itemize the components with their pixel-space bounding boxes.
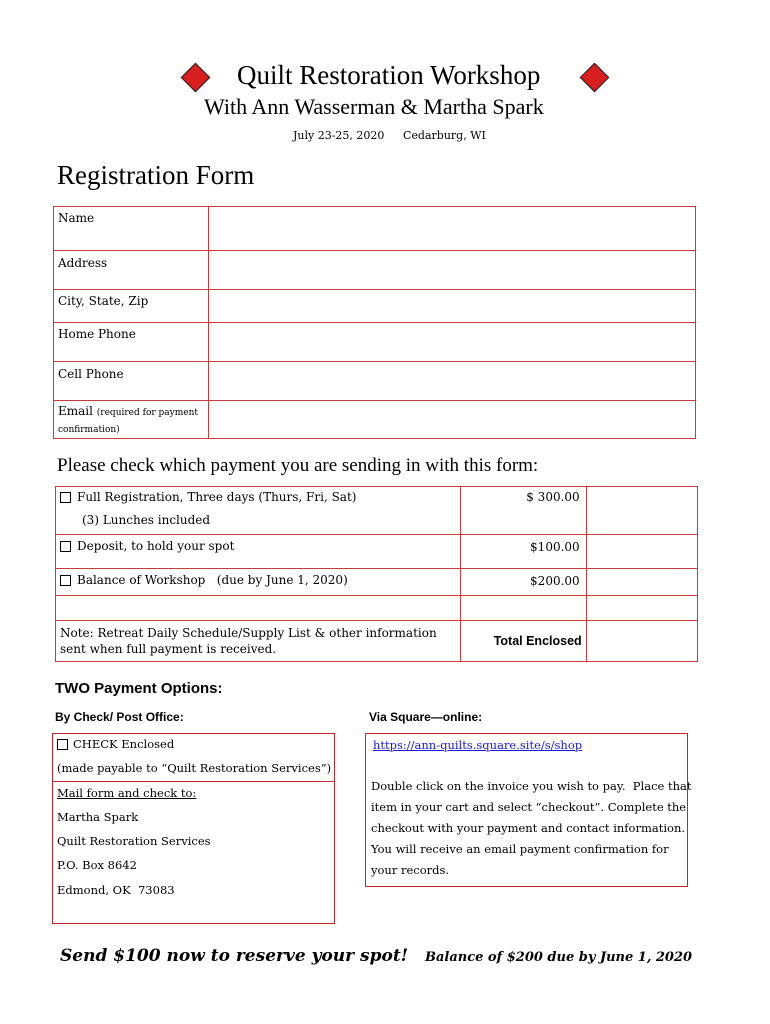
field-label-name: Name [58, 211, 95, 225]
check-enclosed-row [57, 737, 174, 751]
full-registration-label: Full Registration, Three days (Thurs, Fri, Sat) [77, 490, 357, 504]
payment-row-deposit [56, 535, 460, 553]
extra-enclosed[interactable] [586, 596, 697, 621]
lunches-note: (3) Lunches included [82, 513, 211, 527]
deposit-amount: $100.00 [530, 540, 580, 554]
options-heading: TWO Payment Options: [55, 680, 223, 697]
address-line-2: Quilt Restoration Services [57, 834, 211, 848]
full-registration-enclosed[interactable] [586, 487, 697, 535]
field-label-address: Address [58, 256, 108, 270]
square-shop-link[interactable]: https://ann-quilts.square.site/s/shop [373, 738, 583, 752]
page-title: Quilt Restoration Workshop [237, 60, 541, 90]
total-enclosed-field[interactable] [586, 621, 697, 662]
total-enclosed-label: Total Enclosed [493, 634, 582, 648]
square-option-heading: Via Square—online: [369, 710, 483, 724]
field-label-cell-phone: Cell Phone [58, 367, 124, 381]
payment-heading: Please check which payment you are sending in with this form: [57, 455, 539, 476]
field-label-city: City, State, Zip [58, 294, 149, 308]
mail-label: Mail form and check to: [57, 786, 197, 800]
balance-label: Balance of Workshop (due by June 1, 2020) [77, 573, 348, 587]
balance-enclosed[interactable] [586, 569, 697, 596]
address-line-3: P.O. Box 8642 [57, 858, 137, 872]
diamond-icon-right [580, 63, 610, 93]
footer-balance-note: Balance of $200 due by June 1, 2020 [425, 950, 693, 965]
address-line-1: Martha Spark [57, 810, 139, 824]
deposit-enclosed[interactable] [586, 535, 697, 569]
deposit-label: Deposit, to hold your spot [77, 539, 235, 553]
check-enclosed-checkbox[interactable] [57, 739, 68, 750]
email-field[interactable] [208, 401, 695, 439]
balance-checkbox[interactable] [60, 575, 71, 586]
field-label-home-phone: Home Phone [58, 327, 136, 341]
event-location: Cedarburg, WI [403, 129, 486, 142]
payment-row-balance [56, 569, 460, 587]
home-phone-field[interactable] [208, 323, 695, 362]
name-field[interactable] [208, 207, 695, 251]
payment-table [55, 486, 698, 662]
balance-amount: $200.00 [530, 574, 580, 588]
square-instructions-3: checkout with your payment and contact information. [371, 821, 686, 835]
check-option-heading: By Check/ Post Office: [55, 710, 184, 724]
email-note: (required for payment confirmation) [58, 408, 199, 435]
event-dates: July 23-25, 2020 [293, 129, 385, 142]
check-enclosed-label: CHECK Enclosed [73, 737, 175, 751]
deposit-checkbox[interactable] [60, 541, 71, 552]
check-box-divider [53, 781, 334, 782]
full-registration-amount: $ 300.00 [526, 490, 580, 504]
payable-note: (made payable to “Quilt Restoration Services”) [57, 761, 332, 775]
square-instructions-2: item in your cart and select “checkout”. Complete the [371, 800, 687, 814]
square-instructions-1: Double click on the invoice you wish to pay. Place that [371, 779, 692, 793]
diamond-icon-left [181, 63, 211, 93]
registration-table [53, 206, 696, 439]
payment-row-full [56, 487, 460, 504]
address-line-4: Edmond, OK 73083 [57, 883, 175, 897]
address-field[interactable] [208, 251, 695, 290]
footer-reserve-note: Send $100 now to reserve your spot! [60, 946, 409, 966]
square-instructions-4: You will receive an email payment confirmation for [371, 842, 669, 856]
page-subtitle: With Ann Wasserman & Martha Spark [204, 94, 544, 119]
city-field[interactable] [208, 290, 695, 323]
square-instructions-5: your records. [371, 863, 450, 877]
registration-heading: Registration Form [57, 160, 255, 190]
payment-note: Note: Retreat Daily Schedule/Supply List & other information sent when full payment is received. [60, 626, 437, 656]
cell-phone-field[interactable] [208, 362, 695, 401]
field-label-email: Email [58, 404, 93, 418]
full-registration-checkbox[interactable] [60, 492, 71, 503]
